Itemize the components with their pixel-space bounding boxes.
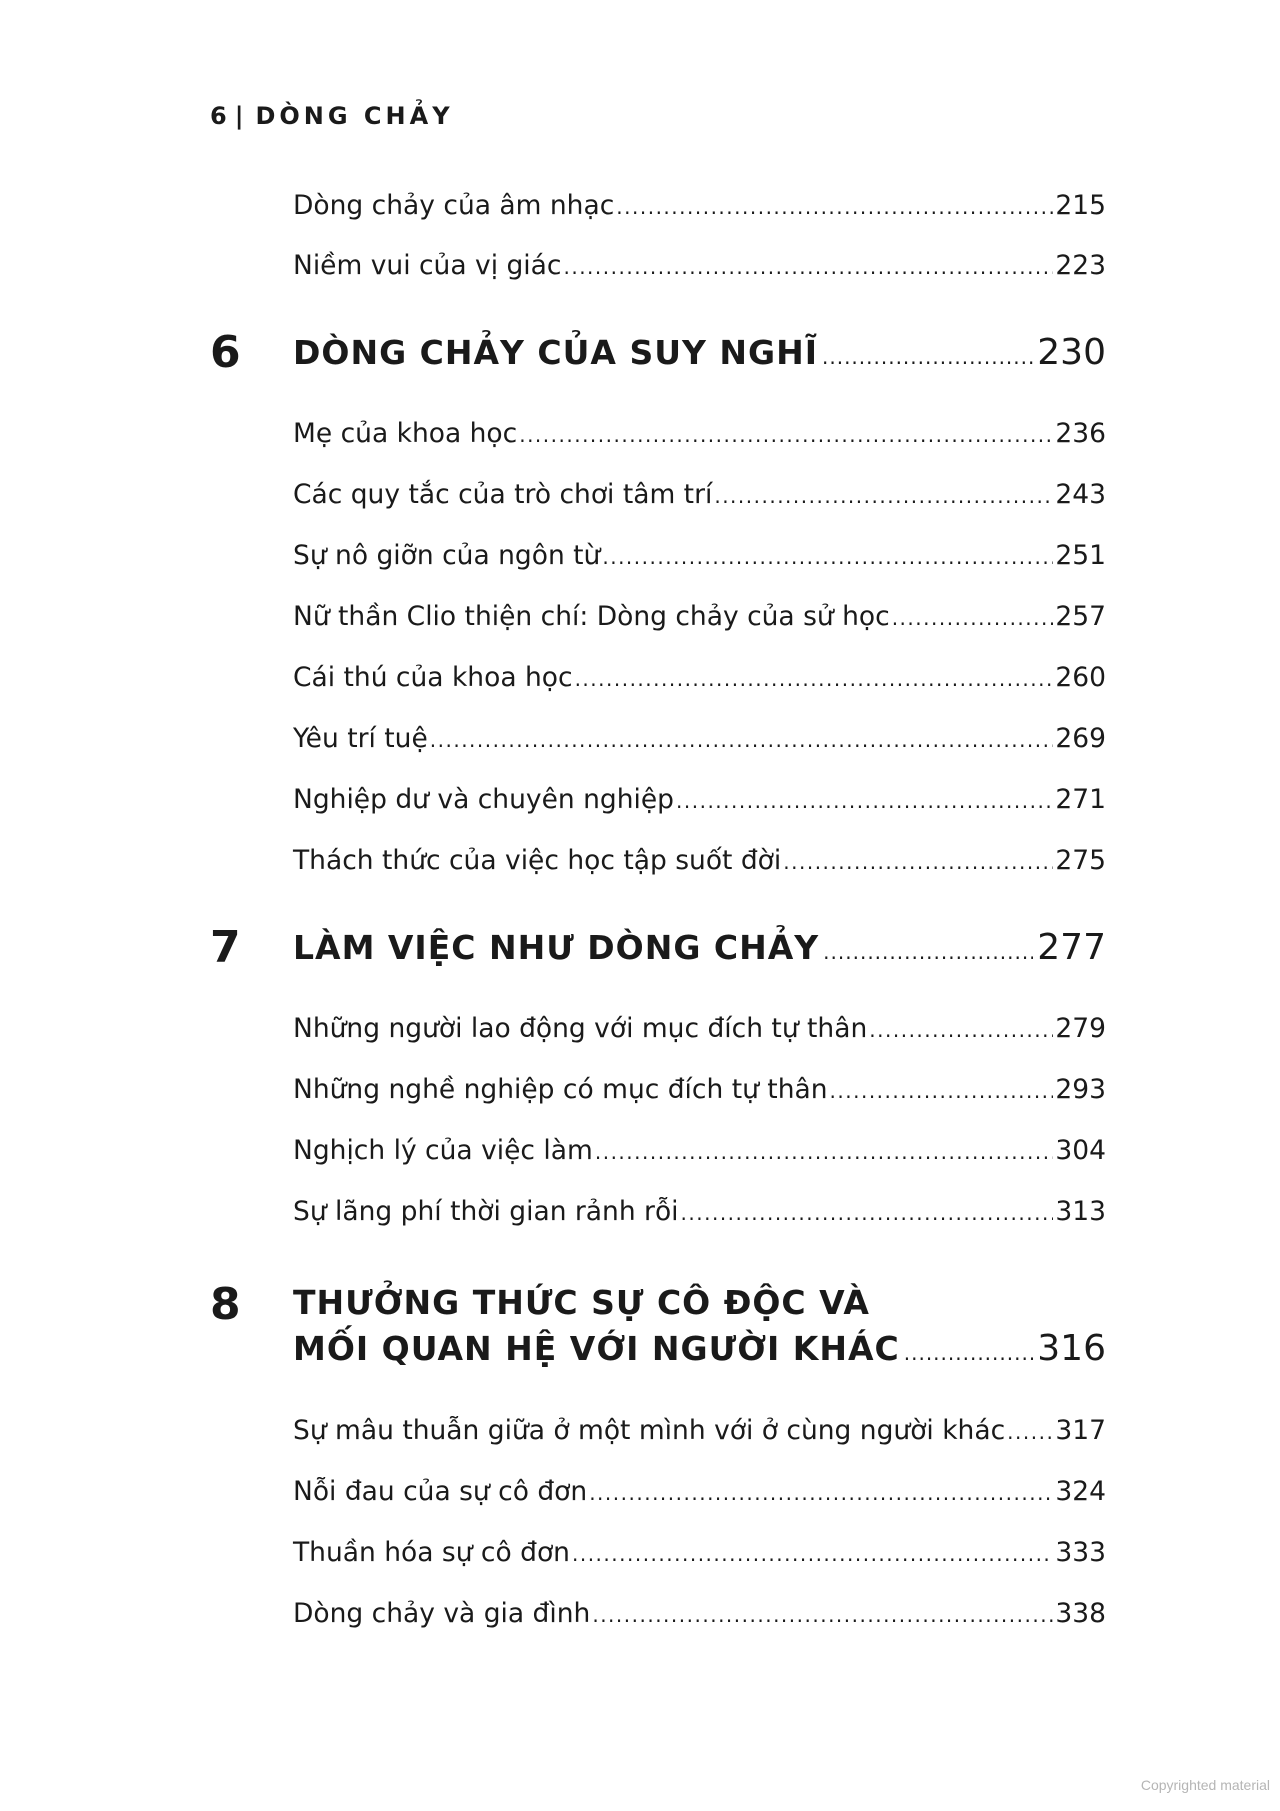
dot-leader [589,1473,1053,1513]
toc-entry-page: 324 [1055,1476,1106,1507]
toc-entry-page: 251 [1055,540,1106,571]
toc-entry-page: 275 [1055,845,1106,876]
toc-entry-title: Nữ thần Clio thiện chí: Dòng chảy của sử học [293,601,890,632]
toc-entry-title: Dòng chảy và gia đình [293,1598,591,1629]
toc-entry-title: Yêu trí tuệ [293,723,428,754]
toc-entry-page: 279 [1055,1013,1106,1044]
toc-entry-page: 260 [1055,662,1106,693]
dot-leader [519,415,1053,455]
toc-entry-title: Thuần hóa sự cô đơn [293,1537,570,1568]
dot-leader [822,334,1033,380]
copyright-watermark: Copyrighted material [1140,1777,1270,1793]
dot-leader [904,1330,1034,1376]
toc-entry-page: 293 [1055,1074,1106,1105]
toc-entry[interactable] [293,597,1106,637]
toc-entry[interactable] [293,475,1106,515]
running-head [210,102,454,130]
toc-entry-title: Những nghề nghiệp có mục đích tự thân [293,1074,828,1105]
toc-entry-title: Nỗi đau của sự cô đơn [293,1476,588,1507]
toc-entry-page: 333 [1055,1537,1106,1568]
chapter-page: 230 [1037,332,1106,373]
chapter-number: 6 [210,327,241,378]
toc-entry-title: Sự lãng phí thời gian rảnh rỗi [293,1196,679,1227]
toc-entry[interactable] [293,1192,1106,1232]
dot-leader [572,1534,1053,1574]
toc-entry-page: 338 [1055,1598,1106,1629]
toc-entry-title: Thách thức của việc học tập suốt đời [293,845,782,876]
dot-leader [575,659,1054,699]
toc-entry-title: Nghịch lý của việc làm [293,1135,593,1166]
toc-entry[interactable] [293,536,1106,576]
toc-entry[interactable] [293,719,1106,759]
toc-entry-page: 269 [1055,723,1106,754]
toc-entry[interactable] [293,658,1106,698]
dot-leader [830,1071,1054,1111]
dot-leader [430,720,1054,760]
chapter-title-line1: THƯỞNG THỨC SỰ CÔ ĐỘC VÀ [293,1283,870,1322]
toc-entry-page: 304 [1055,1135,1106,1166]
chapter-heading[interactable] [293,330,1106,380]
dot-leader [592,1595,1053,1635]
dot-leader [823,929,1033,975]
toc-entry[interactable] [293,1411,1106,1451]
toc-entry-title: Những người lao động với mục đích tự thân [293,1013,868,1044]
running-head-separator: | [234,102,248,130]
toc-entry[interactable] [293,1594,1106,1634]
dot-leader [869,1010,1053,1050]
toc-entry-title: Nghiệp dư và chuyên nghiệp [293,784,675,815]
toc-entry[interactable] [293,1533,1106,1573]
chapter-heading[interactable] [293,925,1106,975]
toc-entry[interactable] [293,841,1106,881]
toc-entry[interactable] [293,1070,1106,1110]
toc-entry[interactable] [293,1472,1106,1512]
running-head-page-number: 6 [210,102,229,130]
toc-entry-title: Mẹ của khoa học [293,418,518,449]
toc-entry-page: 223 [1055,250,1106,281]
toc-entry-page: 215 [1055,190,1106,221]
toc-entry-page: 271 [1055,784,1106,815]
toc-entry-page: 257 [1055,601,1106,632]
chapter-heading[interactable] [293,1280,1106,1376]
dot-leader [714,476,1053,516]
chapter-title: MỐI QUAN HỆ VỚI NGƯỜI KHÁC [293,1329,900,1368]
dot-leader [676,781,1053,821]
toc-entry-title: Niềm vui của vị giác [293,250,562,281]
dot-leader [563,247,1053,287]
toc-entry-title: Dòng chảy của âm nhạc [293,190,615,221]
toc-entry-page: 236 [1055,418,1106,449]
toc-entry[interactable] [293,246,1106,286]
dot-leader [602,537,1053,577]
toc-entry-title: Cái thú của khoa học [293,662,573,693]
dot-leader [595,1132,1054,1172]
dot-leader [616,187,1053,227]
toc-entry[interactable] [293,780,1106,820]
toc-entry-title: Các quy tắc của trò chơi tâm trí [293,479,713,510]
toc-entry[interactable] [293,1009,1106,1049]
chapter-number: 8 [210,1279,241,1330]
chapter-number: 7 [210,922,241,973]
toc-entry-page: 243 [1055,479,1106,510]
toc-entry-page: 313 [1055,1196,1106,1227]
chapter-title: LÀM VIỆC NHƯ DÒNG CHẢY [293,928,820,967]
dot-leader [1007,1412,1053,1452]
toc-entry[interactable] [293,186,1106,226]
chapter-page: 277 [1037,927,1106,968]
toc-entry[interactable] [293,1131,1106,1171]
toc-entry[interactable] [293,414,1106,454]
running-head-book-title: DÒNG CHẢY [255,102,454,130]
toc-entry-title: Sự nô giỡn của ngôn từ [293,540,601,571]
chapter-title: DÒNG CHẢY CỦA SUY NGHĨ [293,333,818,372]
dot-leader [892,598,1054,638]
dot-leader [681,1193,1054,1233]
dot-leader [783,842,1053,882]
toc-entry-page: 317 [1055,1415,1106,1446]
chapter-page: 316 [1037,1328,1106,1369]
toc-entry-title: Sự mâu thuẫn giữa ở một mình với ở cùng người khác [293,1415,1006,1446]
